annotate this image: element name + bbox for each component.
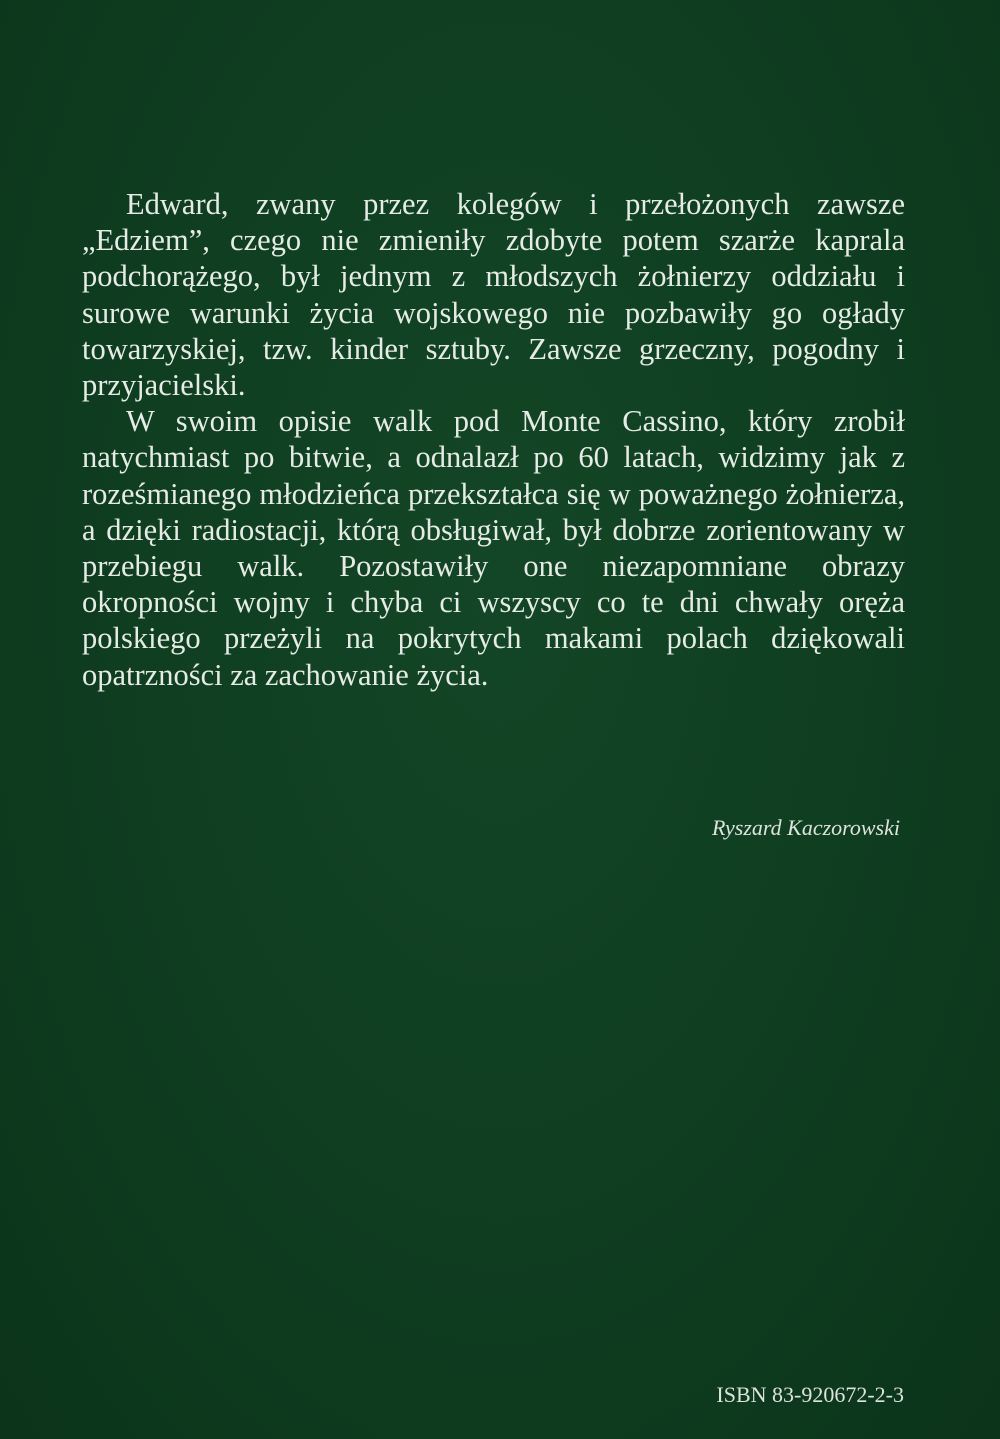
isbn-number: ISBN 83-920672-2-3 bbox=[716, 1382, 904, 1407]
blurb-text bbox=[82, 186, 905, 693]
author-signature: Ryszard Kaczorowski bbox=[711, 815, 900, 840]
blurb-paragraph-1: Edward, zwany przez kolegów i przełożonych zawsze „Edziem”, czego nie zmieniły zdobyte potem szarże kaprala podchorążego, był jednym z młodszych żołnierzy oddziału i surowe warunki życia wojskowego nie pozbawiły go ogłady towarzyskiej, tzw. kinder sztuby. Zawsze grzeczny, pogodny i przyjacielski. bbox=[82, 187, 905, 403]
blurb-paragraph-2: W swoim opisie walk pod Monte Cassino, który zrobił natychmiast po bitwie, a odnalazł po 60 latach, widzimy jak z roześmianego młodzieńca przekształca się w poważnego żołnierza, a dzięki radiostacji, którą obsługiwał, był dobrze zorientowany w przebiegu walk. Pozostawiły one niezapomniane obrazy okropności wojny i chyba ci wszyscy co te dni chwały oręża polskiego przeżyli na pokrytych makami polach dziękowali opatrzności za zachowanie życia. bbox=[82, 404, 905, 692]
